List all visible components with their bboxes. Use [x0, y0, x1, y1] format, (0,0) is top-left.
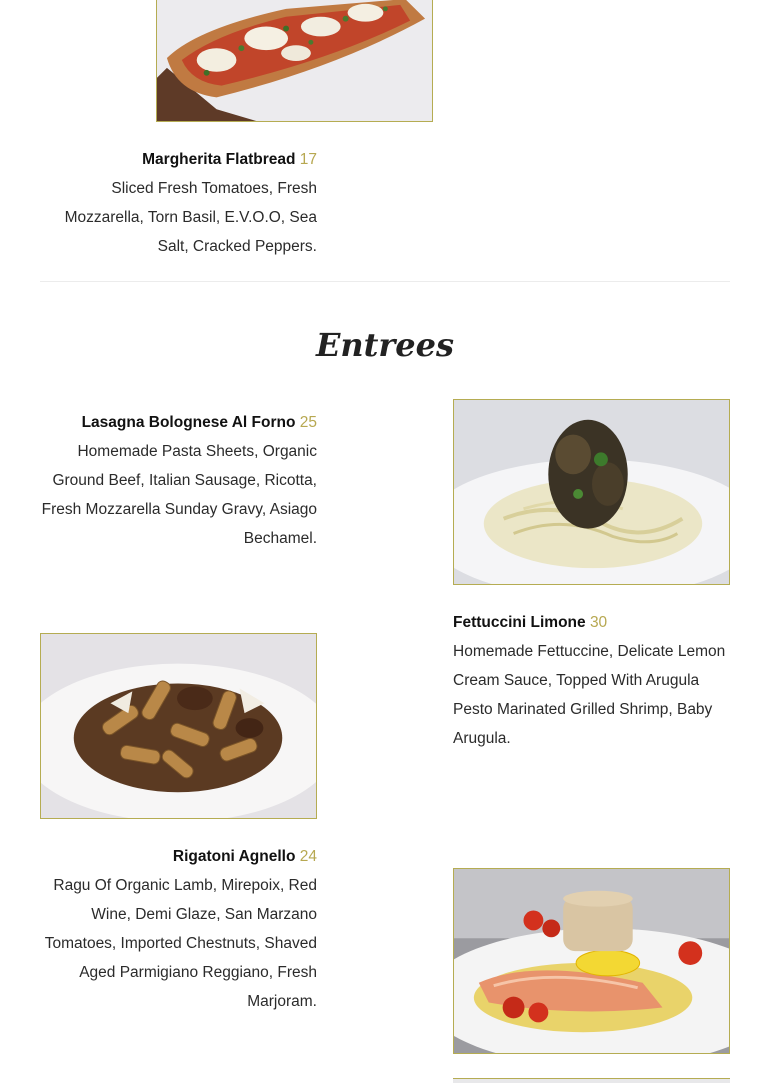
entree-item-lasagna: [40, 408, 317, 553]
entree-item-fettuccini: [453, 608, 733, 753]
item-name: Lasagna Bolognese Al Forno: [81, 414, 296, 431]
next-photo-edge: [453, 1078, 730, 1083]
item-name: Fettuccini Limone: [453, 614, 586, 631]
item-name: Rigatoni Agnello: [172, 848, 296, 865]
item-price: 30: [589, 614, 608, 631]
item-description: Homemade Fettuccine, Delicate Lemon Cream Sauce, Topped With Arugula Pesto Marinated Grilled Shrimp, Baby Arugula.: [453, 643, 726, 747]
item-price: 25: [299, 414, 317, 431]
rigatoni-photo: [40, 633, 317, 819]
flatbread-photo: [156, 0, 433, 122]
entree-item-rigatoni: [38, 842, 317, 1016]
section-title: Entrees: [315, 326, 455, 364]
item-description: Ragu Of Organic Lamb, Mirepoix, Red Wine, Demi Glaze, San Marzano Tomatoes, Imported Chestnuts, Shaved Aged Parmigiano Reggiano, Fresh Marjoram.: [44, 877, 317, 1010]
fettuccini-photo: [453, 399, 730, 585]
flatbread-item: [40, 145, 317, 261]
item-title: [453, 608, 733, 637]
item-price: 17: [299, 151, 317, 168]
item-title: [38, 842, 317, 871]
salmon-photo: [453, 868, 730, 1054]
item-title: [40, 408, 317, 437]
item-description: Sliced Fresh Tomatoes, Fresh Mozzarella, Torn Basil, E.V.O.O, Sea Salt, Cracked Peppers.: [64, 180, 317, 255]
item-title: [40, 145, 317, 174]
section-divider: [40, 281, 730, 282]
item-description: Homemade Pasta Sheets, Organic Ground Beef, Italian Sausage, Ricotta, Fresh Mozzarella Sunday Gravy, Asiago Bechamel.: [41, 443, 317, 547]
item-name: Margherita Flatbread: [142, 151, 296, 168]
item-price: 24: [299, 848, 317, 865]
